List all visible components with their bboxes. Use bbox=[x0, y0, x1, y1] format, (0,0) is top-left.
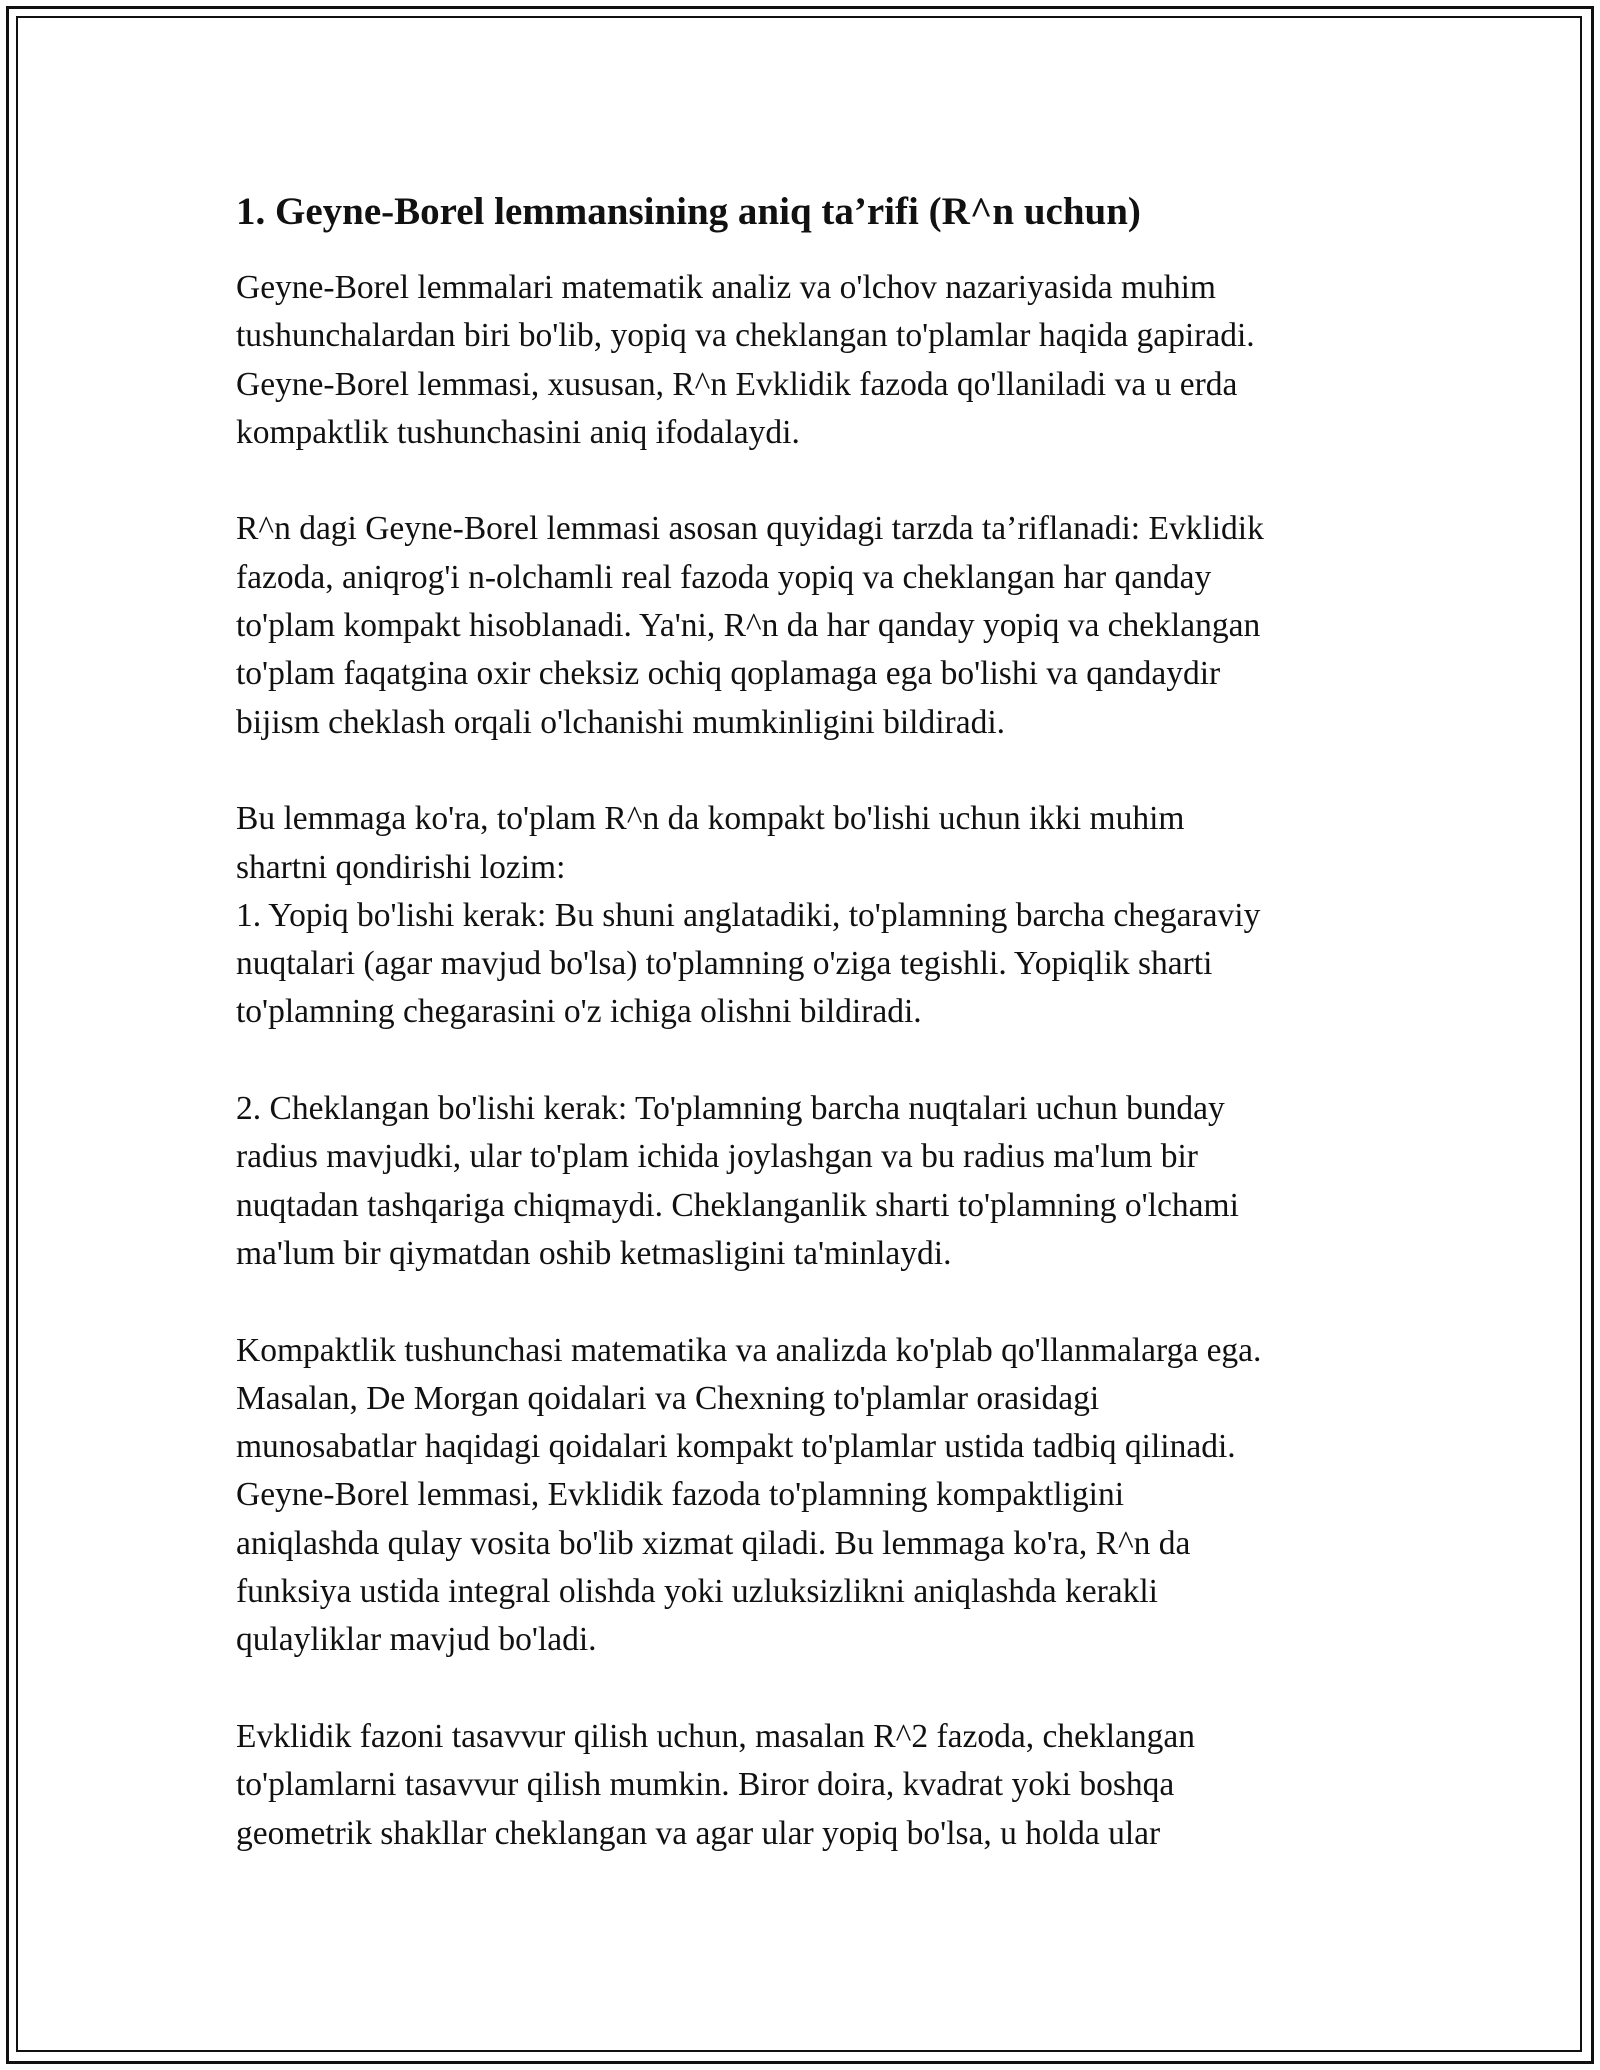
text-line: funksiya ustida integral olishda yoki uzluksizlikni aniqlashda kerakli bbox=[236, 1573, 1158, 1611]
text-line: 1. Yopiq bo'lishi kerak: Bu shuni anglatadiki, to'plamning barcha chegaraviy bbox=[236, 896, 1261, 934]
text-line: shartni qondirishi lozim: bbox=[236, 848, 566, 886]
text-line: tushunchalardan biri bo'lib, yopiq va cheklangan to'plamlar haqida gapiradi. bbox=[236, 317, 1255, 355]
text-line: to'plam kompakt hisoblanadi. Ya'ni, R^n da har qanday yopiq va cheklangan bbox=[236, 607, 1261, 645]
document-body bbox=[236, 185, 1376, 1858]
text-line: radius mavjudki, ular to'plam ichida joylashgan va bu radius ma'lum bir bbox=[236, 1138, 1198, 1176]
text-line: Bu lemmaga ko'ra, to'plam R^n da kompakt bo'lishi uchun ikki muhim bbox=[236, 800, 1185, 838]
text-line: Kompaktlik tushunchasi matematika va analizda ko'plab qo'llanmalarga ega. bbox=[236, 1331, 1262, 1369]
text-line: Geyne-Borel lemmasi, xususan, R^n Evklidik fazoda qo'llaniladi va u erda bbox=[236, 365, 1238, 403]
text-line: bijism cheklash orqali o'lchanishi mumkinligini bildiradi. bbox=[236, 703, 1005, 741]
paragraph-compactness bbox=[236, 1327, 1376, 1665]
text-line: R^n dagi Geyne-Borel lemmasi asosan quyidagi tarzda ta’riflanadi: Evklidik bbox=[236, 510, 1264, 548]
text-line: munosabatlar haqidagi qoidalari kompakt to'plamlar ustida tadbiq qilinadi. bbox=[236, 1428, 1236, 1466]
text-line: fazoda, aniqrog'i n-olchamli real fazoda yopiq va cheklangan har qanday bbox=[236, 558, 1212, 596]
text-line: nuqtadan tashqariga chiqmaydi. Cheklanganlik sharti to'plamning o'lchami bbox=[236, 1186, 1239, 1224]
text-line: to'plam faqatgina oxir cheksiz ochiq qoplamaga ega bo'lishi va qandaydir bbox=[236, 655, 1221, 693]
paragraph-definition bbox=[236, 505, 1376, 746]
text-line: 2. Cheklangan bo'lishi kerak: To'plamning barcha nuqtalari uchun bunday bbox=[236, 1090, 1225, 1128]
text-line: ma'lum bir qiymatdan oshib ketmasligini ta'minlaydi. bbox=[236, 1234, 952, 1272]
paragraph-euclidean bbox=[236, 1713, 1376, 1858]
text-line: aniqlashda qulay vosita bo'lib xizmat qiladi. Bu lemmaga ko'ra, R^n da bbox=[236, 1524, 1191, 1562]
text-line: Masalan, De Morgan qoidalari va Chexning to'plamlar orasidagi bbox=[236, 1379, 1100, 1417]
text-line: to'plamning chegarasini o'z ichiga olishni bildiradi. bbox=[236, 993, 922, 1031]
paragraph-intro bbox=[236, 264, 1376, 457]
text-line: nuqtalari (agar mavjud bo'lsa) to'plamning o'ziga tegishli. Yopiqlik sharti bbox=[236, 945, 1213, 983]
text-line: Geyne-Borel lemmalari matematik analiz va o'lchov nazariyasida muhim bbox=[236, 269, 1216, 306]
text-line: to'plamlarni tasavvur qilish mumkin. Biror doira, kvadrat yoki boshqa bbox=[236, 1766, 1175, 1804]
text-line: qulayliklar mavjud bo'ladi. bbox=[236, 1621, 597, 1659]
text-line: geometrik shakllar cheklangan va agar ular yopiq bo'lsa, u holda ular bbox=[236, 1814, 1161, 1852]
paragraph-bounded bbox=[236, 1085, 1376, 1278]
text-line: Evklidik fazoni tasavvur qilish uchun, masalan R^2 fazoda, cheklangan bbox=[236, 1717, 1196, 1755]
paragraph-conditions bbox=[236, 795, 1376, 1036]
text-line: Geyne-Borel lemmasi, Evklidik fazoda to'plamning kompaktligini bbox=[236, 1476, 1125, 1514]
text-line: kompaktlik tushunchasini aniq ifodalaydi. bbox=[236, 413, 800, 451]
section-heading: 1. Geyne-Borel lemmansining aniq ta’rifi (R^n uchun) bbox=[236, 190, 1141, 233]
